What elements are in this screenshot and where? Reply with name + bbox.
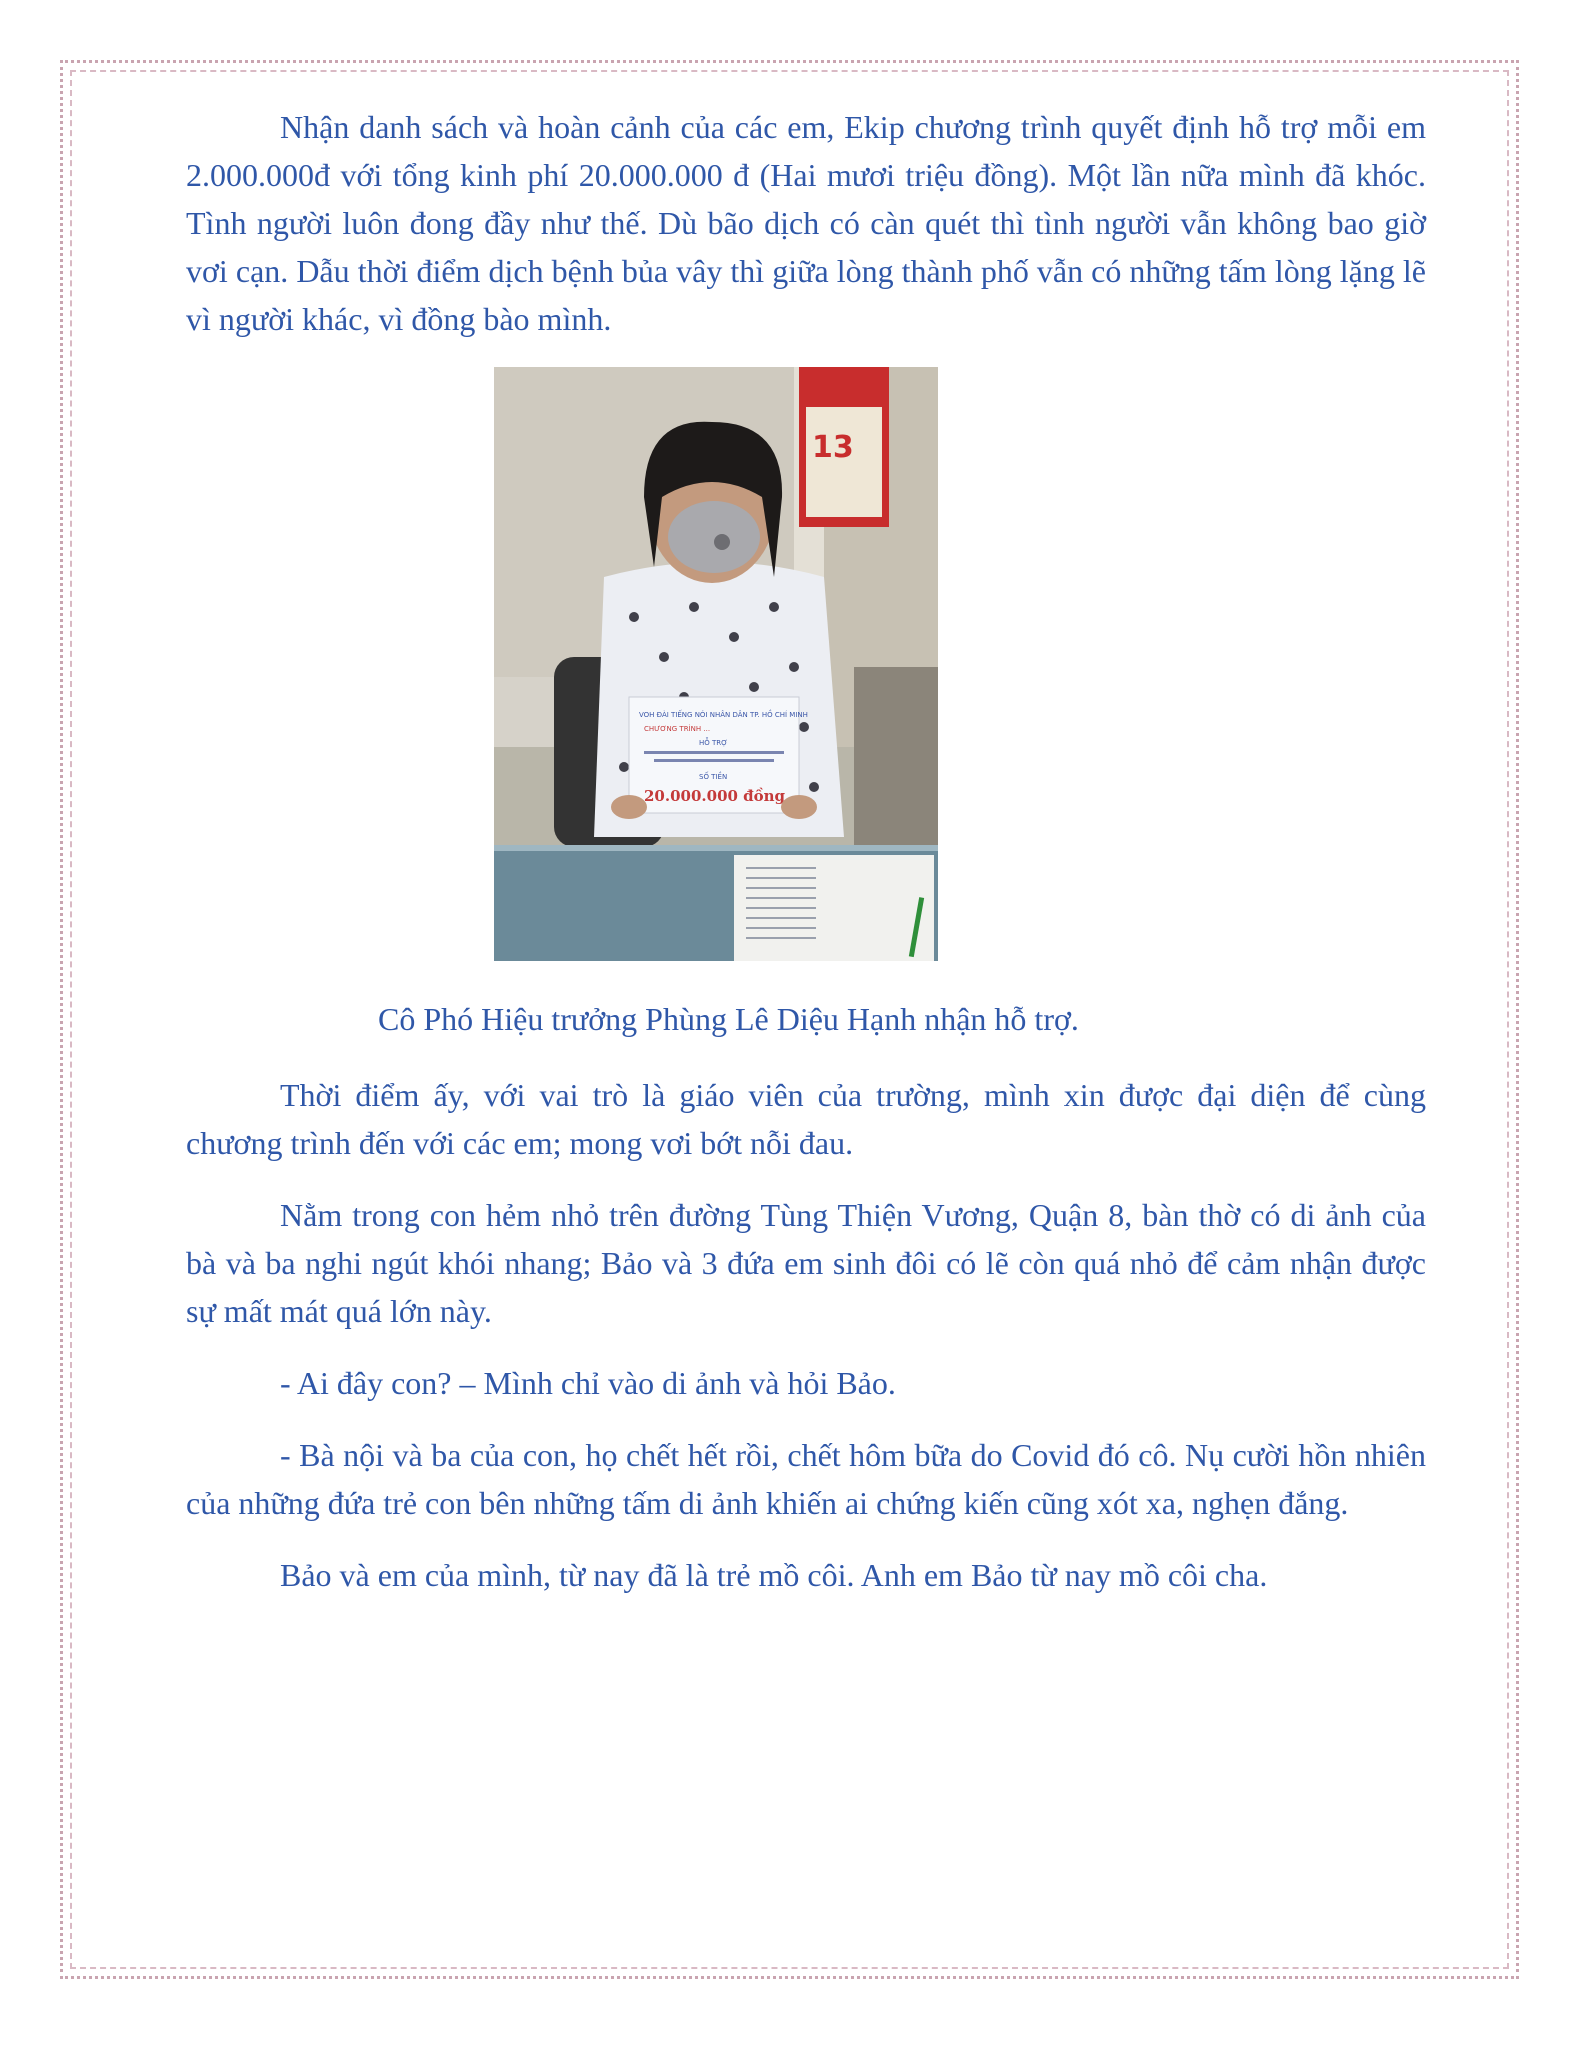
paragraph-2: Thời điểm ấy, với vai trò là giáo viên của trường, mình xin được đại diện để cùng chương trình đến với các em; mong vơi bớt nỗi đau.: [186, 1077, 1426, 1161]
paragraph-4: - Ai đây con? – Mình chỉ vào di ảnh và hỏi Bảo.: [280, 1365, 896, 1401]
paragraph-6: Bảo và em của mình, từ nay đã là trẻ mồ côi. Anh em Bảo từ nay mồ côi cha.: [280, 1557, 1268, 1593]
document-body: [186, 103, 1426, 1623]
paragraph-3: Nằm trong con hẻm nhỏ trên đường Tùng Thiện Vương, Quận 8, bàn thờ có di ảnh của bà và ba nghi ngút khói nhang; Bảo và 3 đứa em sinh đôi có lẽ còn quá nhỏ để cảm nhận được sự mất mát quá lớn này.: [186, 1197, 1426, 1329]
sign-line-4: SỐ TIỀN: [699, 773, 728, 781]
photo-caption: Cô Phó Hiệu trưởng Phùng Lê Diệu Hạnh nhận hỗ trợ.: [378, 1001, 1079, 1037]
photo: [494, 367, 938, 961]
calendar-day: 13: [812, 430, 854, 465]
sign-line-3: HỖ TRỢ: [699, 739, 728, 747]
sign-amount: 20.000.000 đồng: [644, 787, 786, 805]
paragraph-1: Nhận danh sách và hoàn cảnh của các em, Ekip chương trình quyết định hỗ trợ mỗi em 2.000.000đ với tổng kinh phí 20.000.000 đ (Hai mươi triệu đồng). Một lần nữa mình đã khóc. Tình người luôn đong đầy như thế. Dù bão dịch có càn quét thì tình người vẫn không bao giờ vơi cạn. Dẫu thời điểm dịch bệnh bủa vây thì giữa lòng thành phố vẫn có những tấm lòng lặng lẽ vì người khác, vì đồng bào mình.: [186, 109, 1426, 337]
sign-line-2: CHƯƠNG TRÌNH ...: [644, 725, 711, 733]
paragraph-5: - Bà nội và ba của con, họ chết hết rồi, chết hôm bữa do Covid đó cô. Nụ cười hồn nhiên của những đứa trẻ con bên những tấm di ảnh khiến ai chứng kiến cũng xót xa, nghẹn đắng.: [186, 1437, 1426, 1521]
photo-illustration: [494, 367, 938, 961]
sign-line-1: VOH ĐÀI TIẾNG NÓI NHÂN DÂN TP. HỒ CHÍ MINH: [639, 711, 808, 719]
